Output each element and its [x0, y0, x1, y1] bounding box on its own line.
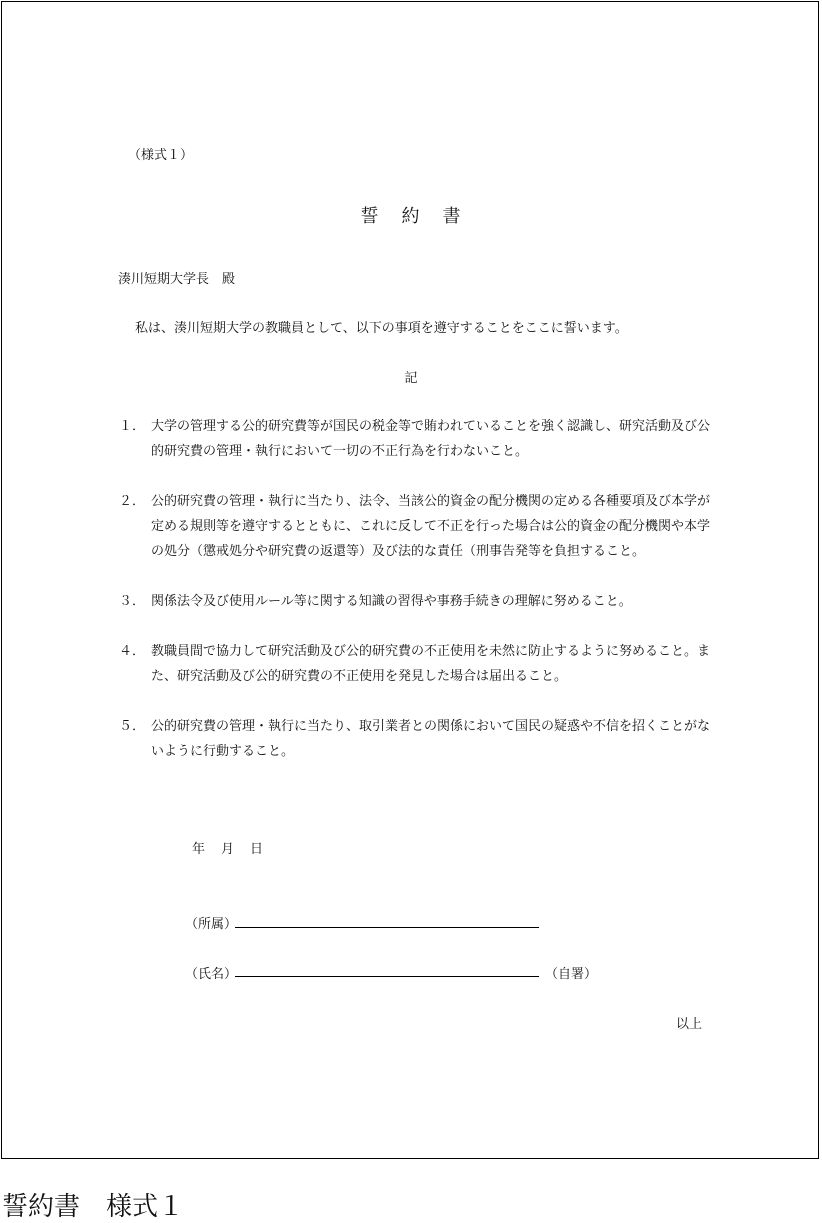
- item-number: ３．: [119, 594, 146, 609]
- list-item: [119, 639, 714, 689]
- title-char: 書: [442, 206, 462, 227]
- affiliation-label: （所属）: [185, 917, 238, 932]
- addressee: 湊川短期大学長 殿: [118, 272, 236, 287]
- title-char: 誓: [360, 206, 380, 227]
- name-field[interactable]: [235, 976, 539, 977]
- list-item: [119, 714, 714, 764]
- form-number-label: （様式１）: [128, 148, 194, 163]
- item-text: 関係法令及び使用ルール等に関する知識の習得や事務手続きの理解に努めること。: [151, 594, 632, 609]
- pledge-items-list: [119, 414, 714, 789]
- item-number: ２．: [119, 494, 146, 509]
- document-title: [2, 202, 820, 228]
- list-item: [119, 589, 714, 614]
- ki-heading: 記: [404, 371, 418, 386]
- item-text: 大学の管理する公的研究費等が国民の税金等で賄われていることを強く認識し、研究活動及び公的研究費の管理・執行において一切の不正行為を行わないこと。: [151, 419, 711, 459]
- item-text: 教職員間で協力して研究活動及び公的研究費の不正使用を未然に防止するように努めること。また、研究活動及び公的研究費の不正使用を発見した場合は届出ること。: [151, 644, 711, 684]
- name-label: （氏名）: [185, 967, 238, 982]
- item-text: 公的研究費の管理・執行に当たり、取引業者との関係において国民の疑惑や不信を招くことがないように行動すること。: [151, 719, 711, 759]
- date-month: 月: [221, 842, 235, 857]
- item-number: ４．: [119, 644, 146, 659]
- list-item: [119, 489, 714, 564]
- list-item: [119, 414, 714, 464]
- date-line: [192, 838, 279, 857]
- item-number: １．: [119, 419, 146, 434]
- date-year: 年: [192, 842, 206, 857]
- date-day: 日: [250, 842, 264, 857]
- title-char: 約: [401, 206, 421, 227]
- pledge-intro: 私は、湊川短期大学の教職員として、以下の事項を遵守することをここに誓います。: [135, 321, 628, 336]
- page-caption: 誓約書 様式１: [2, 1192, 185, 1222]
- closing-mark: 以上: [676, 1017, 703, 1032]
- affiliation-field[interactable]: [235, 927, 539, 928]
- signature-note: （自署）: [545, 967, 598, 982]
- pledge-form-sheet: [1, 1, 819, 1159]
- item-number: ５．: [119, 719, 146, 734]
- item-text: 公的研究費の管理・執行に当たり、法令、当該公的資金の配分機関の定める各種要項及び本学が定める規則等を遵守するとともに、これに反して不正を行った場合は公的資金の配分機関や本学の処分（懲戒処分や研究費の返還等）及び法的な責任（刑事告発等を負担すること。: [151, 494, 711, 559]
